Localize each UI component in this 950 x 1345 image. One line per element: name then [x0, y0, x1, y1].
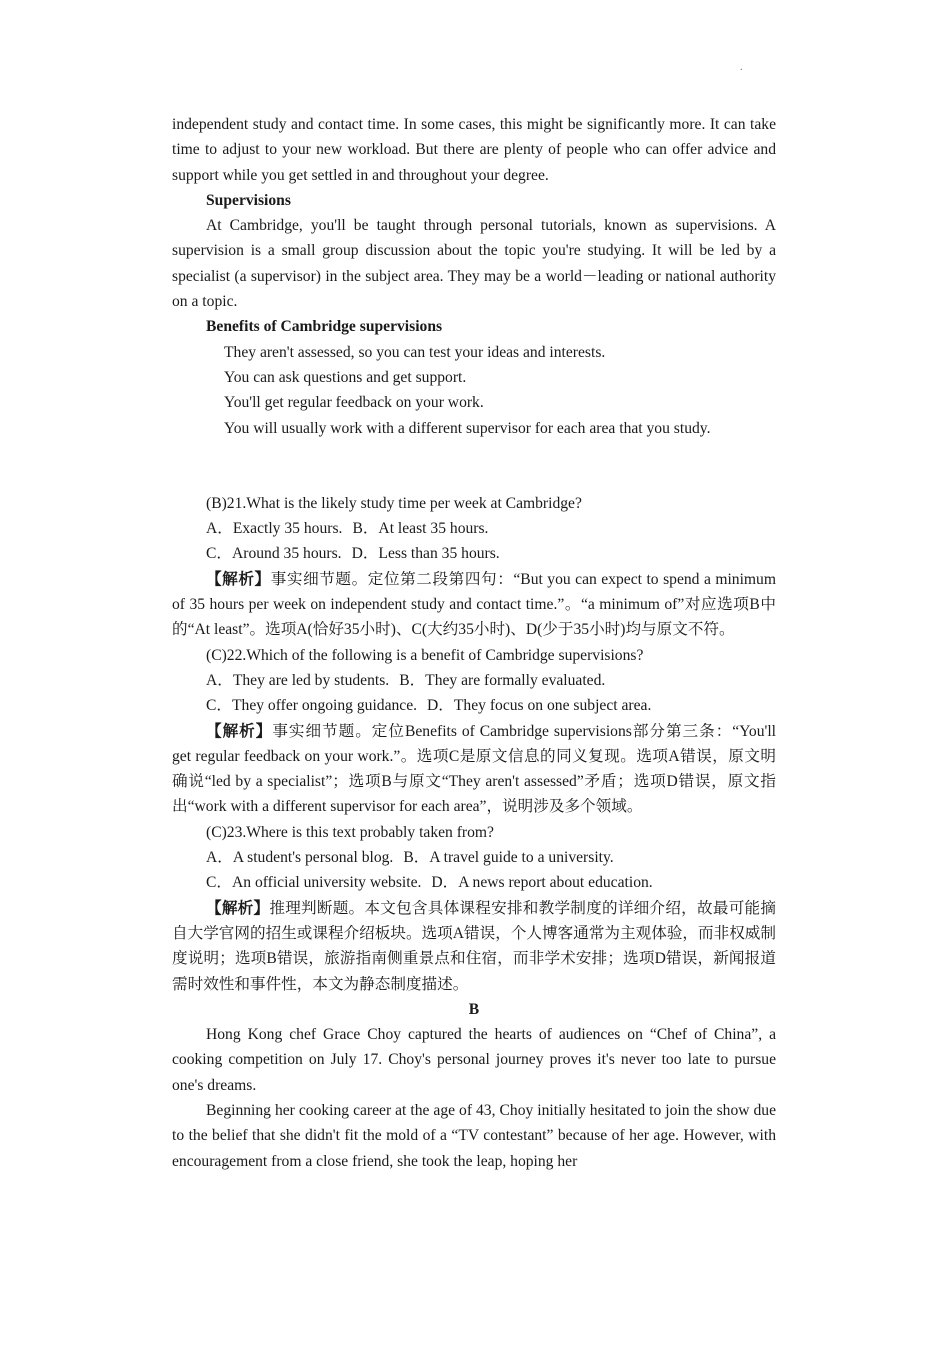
supervisions-paragraph: At Cambridge, you'll be taught through personal tutorials, known as supervisions. A supervision is a small group discussion about the topic you're studying. It will be led by a specialist (a supervisor) in the subject area. They may be a world－leading or national authority on a topic. [172, 217, 776, 311]
option-c: C．An official university website. [206, 874, 422, 892]
question-21-stem: (B)21.What is the likely study time per week at Cambridge? [206, 494, 582, 512]
option-d: D．Less than 35 hours. [351, 545, 500, 563]
explanation-label: 【解析】 [206, 570, 271, 588]
question-23-options-line [206, 870, 776, 895]
explanation-text: 事实细节题。定位第二段第四句：“But you can expect to spend a minimum of 35 hours per week on independent study and contact time.”。“a minimum of”对应选项B中的“At least”。选项A(恰好35小时)、C(大约35小时)、D(少于35小时)均与原文不符。 [172, 570, 776, 639]
option-a: A．They are led by students. [206, 671, 390, 689]
option-c: C．Around 35 hours. [206, 545, 342, 563]
passage-b-paragraph: Hong Kong chef Grace Choy captured the hearts of audiences on “Chef of China”, a cooking competition on July 17. Choy's personal journey proves it's never too late to pursue one's dreams. [172, 1026, 776, 1094]
option-b: B．A travel guide to a university. [403, 849, 614, 867]
explanation-label: 【解析】 [206, 722, 273, 740]
question-22-options-line [206, 668, 776, 693]
option-d: D．They focus on one subject area. [427, 697, 652, 715]
explanation-text: 事实细节题。定位Benefits of Cambridge supervisions部分第三条：“You'll get regular feedback on your work.”。选项C是原文信息的同义复现。选项A错误，原文明确说“led by a specialist”；选项B与原文“They aren't assessed”矛盾；选项D错误，原文指出“work with a different supervisor for each area”，说明涉及多个领域。 [172, 722, 776, 816]
question-23-options-line [206, 845, 776, 870]
spacer [172, 441, 776, 491]
option-a: A．A student's personal blog. [206, 849, 394, 867]
question-23-explanation [172, 896, 776, 997]
passage-a-paragraph: independent study and contact time. In some cases, this might be significantly more. It can take time to adjust to your new workload. But there are plenty of people who can offer advice and support while you get settled in and throughout your degree. [172, 116, 776, 184]
option-d: D．A news report about education. [431, 874, 653, 892]
benefit-item: They aren't assessed, so you can test your ideas and interests. [224, 343, 606, 361]
question-23-stem: (C)23.Where is this text probably taken from? [206, 823, 494, 841]
option-a: A．Exactly 35 hours. [206, 520, 343, 538]
explanation-label: 【解析】 [206, 899, 270, 917]
question-21-options-line [206, 516, 776, 541]
question-22-stem: (C)22.Which of the following is a benefit of Cambridge supervisions? [206, 646, 644, 664]
section-letter: B [468, 1000, 480, 1018]
page-mark: . [740, 62, 743, 73]
option-b: B．They are formally evaluated. [399, 671, 606, 689]
explanation-text: 推理判断题。本文包含具体课程安排和教学制度的详细介绍，故最可能摘自大学官网的招生或课程介绍板块。选项A错误，个人博客通常为主观体验，而非权威制度说明；选项B错误，旅游指南侧重景点和住宿，而非学术安排；选项D错误，新闻报道需时效性和事件性，本文为静态制度描述。 [172, 899, 776, 993]
question-22-options-line [206, 693, 776, 718]
passage-b-paragraph: Beginning her cooking career at the age of 43, Choy initially hesitated to join the show due to the belief that she didn't fit the mold of a “TV contestant” because of her age. However, with encouragement from a close friend, she took the leap, hoping her [172, 1101, 776, 1170]
supervisions-heading: Supervisions [206, 191, 291, 209]
option-c: C．They offer ongoing guidance. [206, 697, 418, 715]
question-21-explanation [172, 567, 776, 643]
benefits-heading: Benefits of Cambridge supervisions [206, 318, 443, 336]
benefit-item: You'll get regular feedback on your work. [224, 394, 484, 412]
benefit-item: You will usually work with a different supervisor for each area that you study. [224, 419, 711, 437]
question-22-explanation [172, 719, 776, 820]
question-21-options-line [206, 541, 776, 566]
document-body [172, 112, 776, 1174]
option-b: B．At least 35 hours. [352, 520, 489, 538]
benefit-item: You can ask questions and get support. [224, 368, 467, 386]
